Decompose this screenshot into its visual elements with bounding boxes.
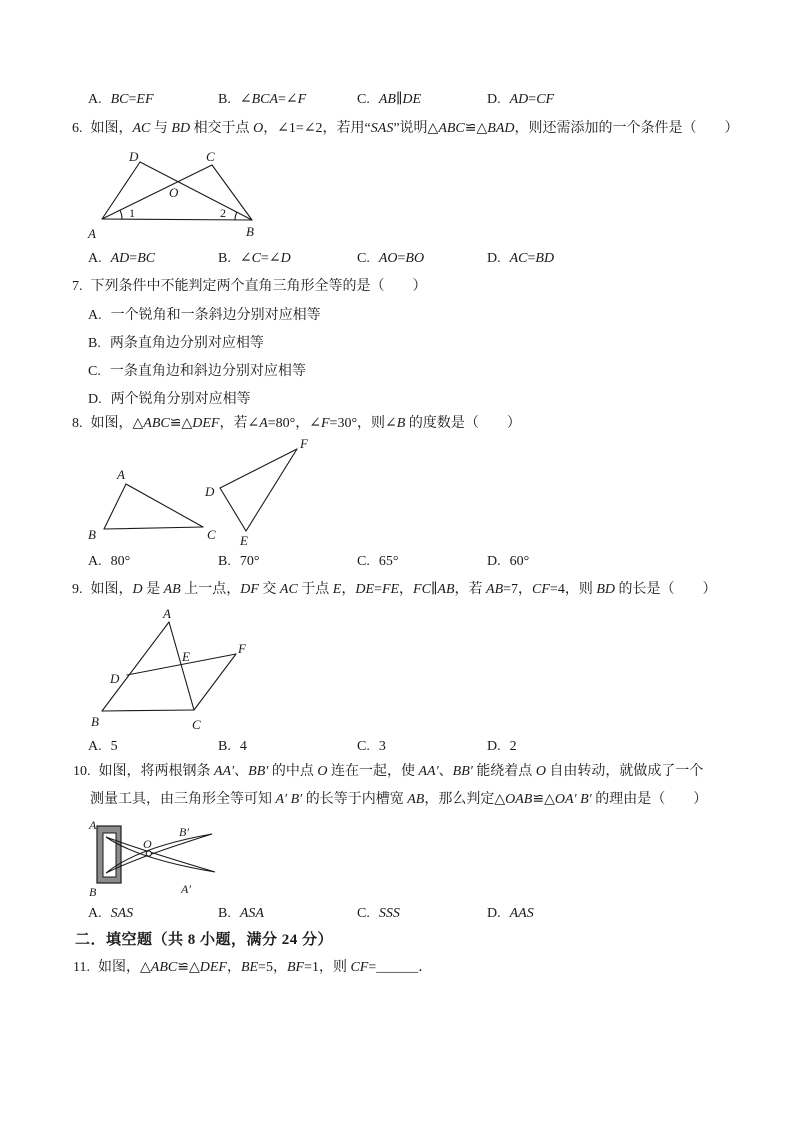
figure-q10 xyxy=(80,808,230,903)
q5-option-d: D. AD=CF xyxy=(487,92,555,107)
point-label-o: O xyxy=(169,185,179,200)
angle1-arc xyxy=(120,210,122,219)
q9-option-a: A. 5 xyxy=(88,739,118,754)
q10-option-b: B. ASA xyxy=(218,906,264,921)
angle-label-1: 1 xyxy=(129,206,135,220)
figure-q8 xyxy=(80,435,315,547)
angle-label-2: 2 xyxy=(220,206,226,220)
q6-option-a: A. AD=BC xyxy=(88,251,156,266)
vertex-label-e: E xyxy=(240,533,248,548)
figure-q6 xyxy=(80,140,330,240)
q10-option-c: C. SSS xyxy=(357,906,400,921)
vertex-label-a: A xyxy=(163,606,171,621)
q8-option-a: A. 80° xyxy=(88,554,131,569)
figure-q9 xyxy=(80,605,305,733)
q9-option-b: B. 4 xyxy=(218,739,247,754)
vertex-label-c: C xyxy=(192,717,201,732)
q6-option-b: B. ∠C=∠D xyxy=(218,251,291,266)
q6-option-c: C. AO=BO xyxy=(357,251,425,266)
point-label-b: B xyxy=(89,885,97,899)
q6-stem: 6. 如图，AC 与 BD 相交于点 O，∠1=∠2，若用“SAS”说明△ABC≌△BAD，则还需添加的一个条件是（ ） xyxy=(72,121,739,136)
q7-option-d: D. 两个锐角分别对应相等 xyxy=(88,392,251,407)
vertex-label-b: B xyxy=(88,527,96,542)
q10-option-d: D. AAS xyxy=(487,906,534,921)
point-label-a-prime: A′ xyxy=(181,882,191,896)
vertex-label-c: C xyxy=(206,149,215,164)
q5-option-b: B. ∠BCA=∠F xyxy=(218,92,307,107)
vertex-label-d: D xyxy=(110,671,120,686)
q8-option-d: D. 60° xyxy=(487,554,530,569)
q7-option-b: B. 两条直角边分别对应相等 xyxy=(88,336,264,351)
point-label-b-prime: B′ xyxy=(179,825,189,839)
steel-bar-bb xyxy=(106,834,212,873)
vertex-label-d: D xyxy=(129,149,139,164)
q7-option-a: A. 一个锐角和一条斜边分别对应相等 xyxy=(88,308,321,323)
q5-option-c: C. AB∥DE xyxy=(357,92,422,107)
q9-stem: 9. 如图，D 是 AB 上一点，DF 交 AC 于点 E，DE=FE，FC∥AB，若 AB=7，CF=4，则 BD 的长是（ ） xyxy=(72,582,717,597)
section-2-header: 二．填空题（共 8 小题，满分 24 分） xyxy=(75,932,334,948)
q8-option-b: B. 70° xyxy=(218,554,260,569)
q7-stem: 7. 下列条件中不能判定两个直角三角形全等的是（ ） xyxy=(72,279,427,294)
q9-option-c: C. 3 xyxy=(357,739,386,754)
vertex-label-d: D xyxy=(205,484,215,499)
vertex-label-c: C xyxy=(207,527,216,542)
q10-stem-line1: 10. 如图，将两根钢条 AA′、BB′ 的中点 O 连在一起，使 AA′、BB′ 能绕着点 O 自由转动，就做成了一个 xyxy=(73,764,704,779)
q6-option-d: D. AC=BD xyxy=(487,251,555,266)
q8-stem: 8. 如图，△ABC≌△DEF，若∠A=80°，∠F=30°，则∠B 的度数是（ ） xyxy=(72,416,521,431)
q9-option-d: D. 2 xyxy=(487,739,517,754)
vertex-label-a: A xyxy=(88,226,96,241)
q5-option-a: A. BC=EF xyxy=(88,92,154,107)
vertex-label-b: B xyxy=(91,714,99,729)
vertex-label-f: F xyxy=(300,436,308,451)
q10-option-a: A. SAS xyxy=(88,906,134,921)
q10-stem-line2: 测量工具，由三角形全等可知 A′ B′ 的长等于内槽宽 AB，那么判定△OAB≌△OA′ B′ 的理由是（ ） xyxy=(90,792,708,807)
vertex-label-a: A xyxy=(117,467,125,482)
point-label-a: A xyxy=(89,818,97,832)
vertex-label-b: B xyxy=(246,224,254,239)
q8-option-c: C. 65° xyxy=(357,554,399,569)
pivot-o xyxy=(146,851,151,856)
steel-bar-aa xyxy=(106,837,215,872)
angle2-arc xyxy=(235,212,237,220)
q11-stem: 11. 如图，△ABC≌△DEF，BE=5，BF=1，则 CF=______． xyxy=(73,960,433,975)
q7-option-c: C. 一条直角边和斜边分别对应相等 xyxy=(88,364,306,379)
vertex-label-e: E xyxy=(182,649,190,664)
point-label-o: O xyxy=(143,837,152,851)
vertex-label-f: F xyxy=(238,641,246,656)
